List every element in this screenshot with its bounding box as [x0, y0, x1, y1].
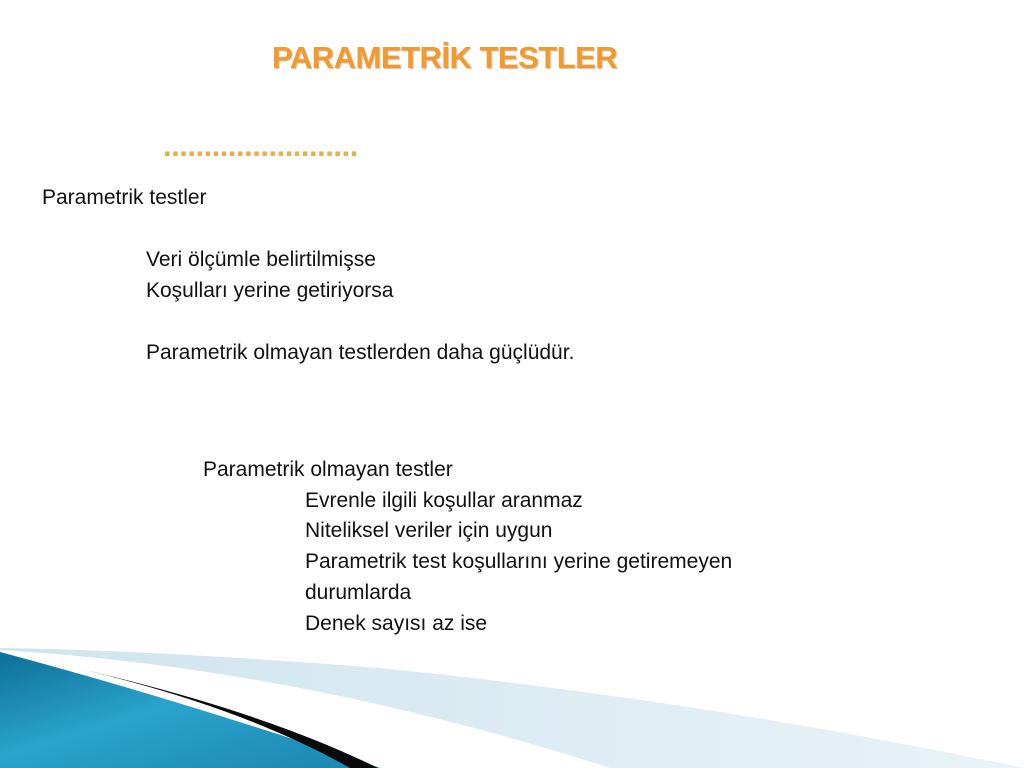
parametric-item: Veri ölçümle belirtilmişse [146, 248, 376, 271]
nonparametric-item: Evrenle ilgili koşullar aranmaz [305, 489, 583, 512]
parametric-heading: Parametrik testler [42, 186, 207, 209]
slide-title: PARAMETRİK TESTLER [272, 40, 618, 75]
subtitle-dots: ........................ [163, 128, 358, 163]
nonparametric-item: Parametrik test koşullarını yerine getiremeyen [305, 550, 733, 573]
nonparametric-heading: Parametrik olmayan testler [203, 458, 453, 481]
nonparametric-item: durumlarda [305, 581, 412, 604]
parametric-item: Parametrik olmayan testlerden daha güçlüdür. [146, 341, 575, 364]
nonparametric-item: Niteliksel veriler için uygun [305, 519, 553, 542]
nonparametric-item: Denek sayısı az ise [305, 612, 488, 635]
parametric-item: Koşulları yerine getiriyorsa [146, 279, 394, 302]
